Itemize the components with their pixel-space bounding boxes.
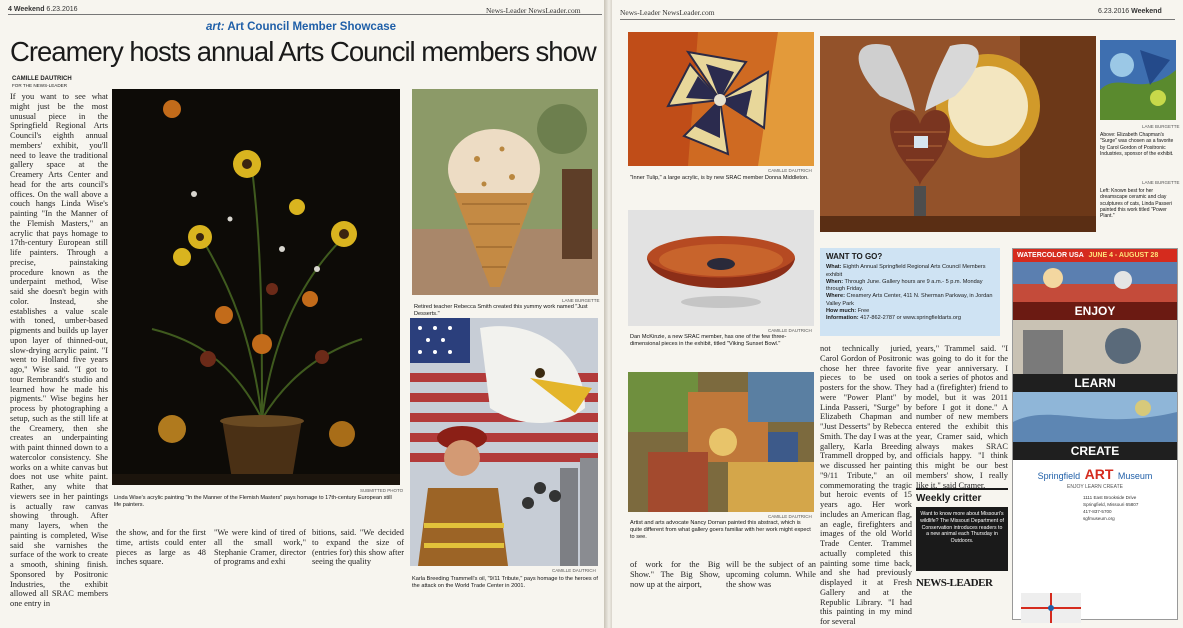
ad-image-3 [1013, 392, 1177, 442]
right-page [612, 0, 1183, 628]
ad-enjoy: ENJOY [1013, 302, 1177, 320]
article-column-r3: not technically juried, Carol Gordon of Positronic chose her three favorite pieces to be used on posters for the show. They were "Power Plant" by Linda Passeri, "Surge" by Elizabeth Chapman and "Just Desserts" by Rebecca Smith. The day I was at the gallery, Karla Breeding Trammell dropped by, and we discussed her painting "9/11 Tribute," an oil commemorating the tragic but heroic events of 15 years ago. Her work includes an American flag, an eagle, firefighters and images of the old World Trade Center. Trammel actually completed this painting some time back, and she had previously displayed it at Fresh Gallery and at the Republic Library. "I had this painting in my mind for several [820, 344, 912, 626]
want-to-go-cost [826, 308, 994, 315]
want-to-go-box [820, 248, 1000, 336]
critter-text: Want to know more about Missouri's wildlife? The Missouri Department of Conservation introduces readers to a new animal each Thursday in Outdoors. [916, 507, 1008, 571]
caption-r2: Above: Elizabeth Chapman's "Surge" was chosen as a favorite by Carol Gordon of Positronic Industries, sponsor of the exhibit. [1100, 132, 1174, 157]
photo-inner-tulip [628, 32, 814, 166]
page-folio-right [1098, 8, 1162, 15]
photo-power-plant [820, 36, 1096, 232]
when-label: When: [826, 278, 844, 285]
kicker [206, 21, 396, 33]
museum-logo-c: Museum [1117, 471, 1153, 481]
critter-title: Weekly critter [916, 493, 982, 504]
where-value: Creamery Arts Center, 411 N. Sherman Parkway, in Jordan Valley Park [826, 293, 993, 307]
photo-credit-r3: LANE BURGETTE [1142, 180, 1180, 185]
ad-banner-title: WATERCOLOR USA [1017, 252, 1084, 259]
ad-image-1 [1013, 262, 1177, 302]
want-to-go-what [826, 264, 994, 279]
article-column-2: the show, and for the first time, artists could enter pieces as large as 48 inches square. [116, 528, 206, 567]
what-value: Eighth Annual Springfield Regional Arts Council Members exhibit [826, 264, 986, 278]
museum-logo-b: ART [1084, 466, 1114, 482]
info-value: 417-862-2787 or www.springfieldarts.org [860, 315, 961, 322]
article-column-r1: of work for the Big Show." The Big Show, now up at the airport, [630, 560, 720, 589]
article-column-r2: will be the subject of an upcoming column. While the show was [726, 560, 816, 589]
photo-credit-1: SUBMITTED PHOTO [360, 488, 404, 493]
cost-value: Free [857, 307, 870, 314]
masthead-right: News-Leader NewsLeader.com [620, 8, 715, 17]
museum-website: sgfmuseum.org [1083, 515, 1115, 521]
when-value: Through June. Gallery hours are 9 a.m.- 5 p.m. Monday through Friday. [826, 278, 983, 293]
surge-illustration [1100, 40, 1176, 120]
rule-right [620, 19, 1175, 20]
ad-image-2 [1013, 320, 1177, 374]
article-column-r4: years," Trammel said. "I was going to do it for the five year anniversary. I took a series of photos and had a (firefighter) friend to model, but it was 2011 before I got it done." A number of new members entered the exhibit this year, Cramer said, which always makes SRAC officials happy. "I think this might be our best members' show, I really like it," said Cramer. [916, 344, 1008, 490]
museum-tagline: ENJOY LEARN CREATE [1067, 484, 1123, 490]
ice-cream-illustration [412, 89, 598, 295]
caption-1: Linda Wise's acrylic painting "In the Manner of the Flemish Masters" pays homage to 17th-century European still life painters. [114, 495, 392, 508]
page-number: 4 [8, 6, 12, 13]
museum-logo-a: Springfield [1037, 471, 1081, 481]
want-to-go-where [826, 293, 994, 308]
caption-2: Retired teacher Rebecca Smith created this yummy work named "Just Desserts." [414, 304, 588, 317]
caption-r4: Dan McKinzie, a new SRAC member, has one of the few three-dimensional pieces in the exhibit, titled "Viking Sunset Bowl." [630, 334, 787, 347]
issue-date: 6.23.2016 [46, 6, 78, 13]
museum-contact [1013, 490, 1177, 523]
want-to-go-title: WANT TO GO? [826, 252, 883, 261]
abstract-illustration [628, 372, 814, 512]
kicker-prefix: art: [206, 21, 225, 33]
caption-r5: Artist and arts advocate Nancy Dornan painted this abstract, which is quite different from what gallery goers familiar with her work might expect to see. [630, 520, 811, 540]
article-column-3: "We were kind of tired of all the small work," Stephanie Cramer, director of programs and exhi [214, 528, 306, 567]
photo-credit-2: LANE BURGETTE [562, 298, 600, 303]
caption-r3: Left: Known best for her dreamscape ceramic and clay sculptures of cats, Linda Passeri painted this work titled "Power Plant." [1100, 188, 1172, 219]
photo-surge [1100, 40, 1176, 120]
bowl-illustration [628, 210, 814, 326]
masthead: News-Leader NewsLeader.com [486, 6, 581, 15]
tulip-illustration [628, 32, 814, 166]
ad-banner-dates: JUNE 4 - AUGUST 28 [1088, 252, 1159, 259]
ad-learn: LEARN [1013, 374, 1177, 392]
museum-ad [1012, 248, 1178, 620]
museum-logo [1013, 460, 1177, 484]
rule [8, 14, 602, 15]
ad-banner [1013, 249, 1177, 262]
museum-phone: 417-837-5700 [1083, 508, 1112, 514]
section-name: Weekend [13, 6, 45, 13]
byline [12, 76, 108, 89]
museum-address-1: 1111 East Brookside Drive [1083, 495, 1137, 500]
article-column-4: bitions, said. "We decided to expand the size of (entries for) this show after seeing the quality [312, 528, 404, 567]
weekly-critter-box [916, 488, 1008, 620]
photo-flemish-still-life [112, 89, 400, 485]
photo-just-desserts [412, 89, 598, 295]
caption-r1: "Inner Tulip," a large acrylic, is by new SRAC member Donna Middleton. [630, 175, 809, 181]
still-life-illustration [112, 89, 400, 485]
section-name-right: Weekend [1131, 8, 1162, 15]
where-label: Where: [826, 293, 845, 300]
want-to-go-info [826, 315, 994, 322]
headline: Creamery hosts annual Arts Council members show [10, 36, 596, 67]
photo-911-tribute [410, 318, 598, 566]
byline-org: FOR THE NEWS-LEADER [12, 83, 68, 89]
info-label: Information: [826, 315, 859, 322]
want-to-go-when [826, 279, 994, 294]
issue-date-right: 6.23.2016 [1098, 8, 1130, 15]
news-leader-logo: NEWS-LEADER [916, 577, 993, 589]
photo-dornan-abstract [628, 372, 814, 512]
photo-credit-r5: CAMILLE DAUTRICH [768, 514, 812, 519]
museum-address-2: Springfield, Missouri 65807 [1083, 501, 1139, 507]
photo-credit-r4: CAMILLE DAUTRICH [768, 328, 812, 333]
photo-credit-r2: LANE BURGETTE [1142, 124, 1180, 129]
photo-credit-r1: CAMILLE DAUTRICH [768, 168, 812, 173]
photo-viking-bowl [628, 210, 814, 326]
photo-credit-3: CAMILLE DAUTRICH [552, 568, 596, 573]
ad-create: CREATE [1013, 442, 1177, 460]
power-plant-illustration [820, 36, 1096, 232]
kicker-text: Art Council Member Showcase [227, 21, 397, 33]
page-folio [8, 6, 78, 13]
cost-label: How much: [826, 307, 857, 314]
byline-name: CAMILLE DAUTRICH [12, 76, 72, 82]
caption-3: Karla Breeding Trammell's oil, "9/11 Tribute," pays homage to the heroes of the attack on the World Trade Center in 2001. [412, 576, 598, 589]
what-label: What: [826, 264, 842, 271]
article-column-1: If you want to see what might just be the most unusual piece in the Springfield Regional Arts Council's eighth annual members' exhibit, you'll need to leave the traditional gallery space at the Creamery Arts Center and head for the arts council's offices. On the wall above a couch hangs Linda Wise's painting "In the Manner of the Flemish Masters," an acrylic that pays homage to 17th-century European still life painters. Through a precise, painstaking procedure known as the underpaint method, Wise said she doesn't begin with color. Instead, she establishes a value scale with toned, umber-based pigments and builds up layer upon layer of thinned-out, slow-drying acrylic paint. "I went to Holland five years ago," Wise said. "I got to tour Rembrandt's studio and learned how he made his pigments." Wise begins her process by photographing a setup, such as the still life at the Creamery, then she creates an underpainting with paint thinned down to a watercolor consistency. She works on a white canvas but does not use white paint. Rather, any white that viewers see in her paintings is actually raw canvas showing through. After many layers, when the painting is completed, Wise said she varnishes the surface of the work to create a smooth, shining finish. Sponsored by Positronic Industries, the exhibit allowed all SRAC members one entry in [10, 92, 108, 608]
tribute-illustration [410, 318, 598, 566]
museum-map-icon [1021, 593, 1081, 623]
